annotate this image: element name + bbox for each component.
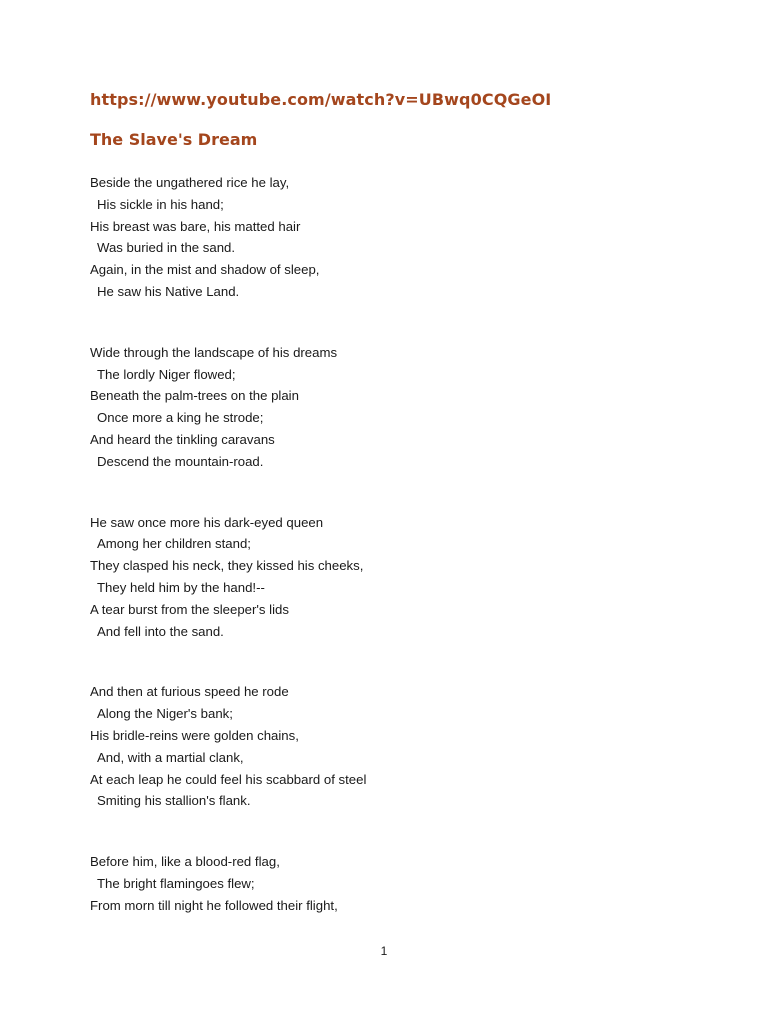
poem-line: The bright flamingoes flew; (97, 875, 255, 891)
poem-line: He saw once more his dark-eyed queen (90, 514, 324, 530)
video-link[interactable]: https://www.youtube.com/watch?v=UBwq0CQGeOI (90, 90, 552, 109)
poem-line: His bridle-reins were golden chains, (90, 727, 299, 743)
poem-line: Again, in the mist and shadow of sleep, (90, 262, 320, 278)
poem-line: At each leap he could feel his scabbard of steel (90, 771, 367, 787)
stanza-1 (90, 172, 690, 303)
poem-body (90, 172, 690, 956)
poem-line: And, with a martial clank, (97, 749, 244, 765)
poem-line: From morn till night he followed their flight, (90, 897, 338, 913)
poem-line: Beside the ungathered rice he lay, (90, 175, 290, 190)
poem-line: He saw his Native Land. (97, 283, 240, 299)
poem-line: Before him, like a blood-red flag, (90, 854, 280, 870)
poem-line: Among her children stand; (97, 536, 251, 552)
stanza-3 (90, 512, 690, 643)
stanza-5 (90, 851, 690, 916)
poem-line: The lordly Niger flowed; (97, 366, 236, 382)
poem-line: His breast was bare, his matted hair (90, 218, 301, 234)
poem-title: The Slave's Dream (90, 130, 258, 149)
poem-line: Was buried in the sand. (97, 240, 236, 256)
stanza-2 (90, 342, 690, 473)
poem-line: Wide through the landscape of his dreams (90, 344, 338, 360)
poem-line: Once more a king he strode; (97, 410, 264, 426)
poem-line: Along the Niger's bank; (97, 706, 233, 722)
stanza-4 (90, 681, 690, 812)
poem-line: A tear burst from the sleeper's lids (90, 601, 289, 617)
poem-line: His sickle in his hand; (97, 196, 224, 212)
poem-line: Beneath the palm-trees on the plain (90, 388, 299, 404)
poem-line: And fell into the sand. (97, 623, 224, 639)
page-number: 1 (380, 944, 388, 958)
poem-line: Smiting his stallion's flank. (97, 793, 251, 809)
poem-line: And then at furious speed he rode (90, 684, 289, 700)
poem-line: And heard the tinkling caravans (90, 431, 275, 447)
poem-line: They held him by the hand!-- (97, 579, 265, 595)
poem-line: They clasped his neck, they kissed his cheeks, (90, 558, 364, 574)
poem-line: Descend the mountain-road. (97, 453, 264, 469)
